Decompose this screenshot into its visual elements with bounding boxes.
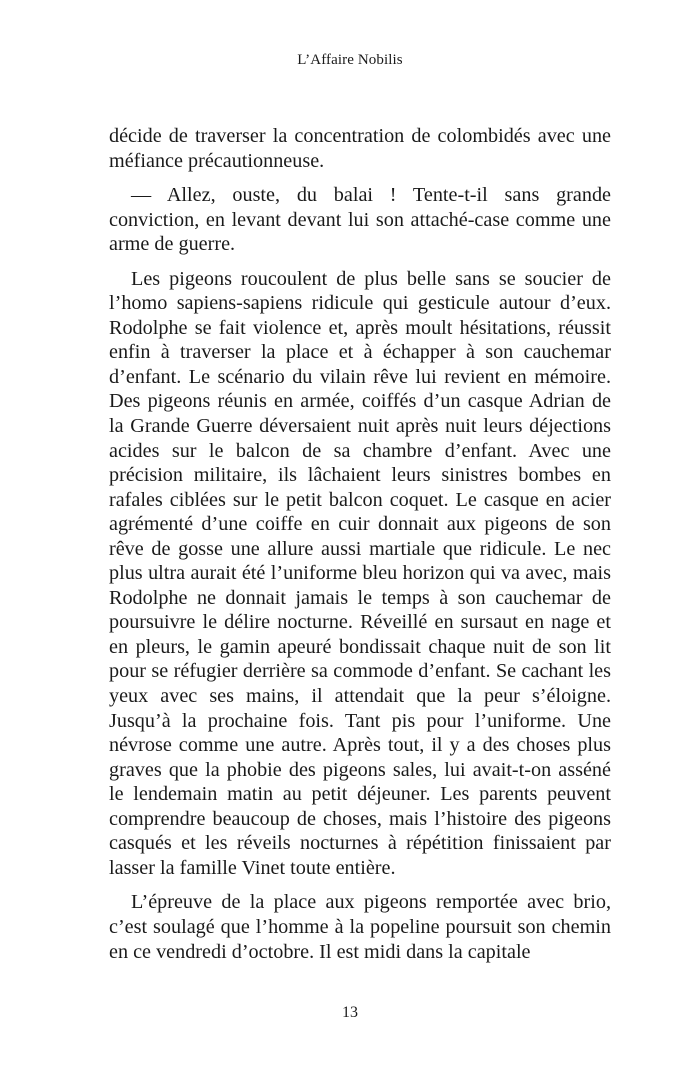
paragraph-pigeons: Les pigeons roucoulent de plus belle sans se soucier de l’homo sapiens-sapiens ridicule qui gesticule autour d’eux. Rodolphe se fait violence et, après moult hésitations, réussit enfin à traverser la place et à échapper à son cauchemar d’enfant. Le scénario du vilain rêve lui revient en mémoire. Des pigeons réunis en armée, coiffés d’un casque Adrian de la Grande Guerre déversaient nuit après nuit leurs déjections acides sur le balcon de sa chambre d’enfant. Avec une précision militaire, ils lâchaient leurs sinistres bombes en rafales ciblées sur le petit balcon coquet. Le casque en acier agrémenté d’une coiffe en cuir donnait aux pigeons de son rêve de gosse une allure aussi martiale que ridicule. Le nec plus ultra aurait été l’uniforme bleu horizon qui va avec, mais Rodolphe ne donnait jamais le temps à son cauchemar de poursuivre le délire nocturne. Réveillé en sursaut en nage et en pleurs, le gamin apeuré bondissait chaque nuit de son lit pour se réfugier derrière sa commode d’enfant. Se cachant les yeux avec ses mains, il attendait que la peur s’éloigne. Jusqu’à la prochaine fois. Tant pis pour l’uniforme. Une névrose comme une autre. Après tout, il y a des choses plus graves que la phobie des pigeons sales, lui avait-t-on asséné le lendemain matin au petit déjeuner. Les parents peuvent comprendre beaucoup de choses, mais l’histoire des pigeons casqués et les réveils nocturnes à répétition finissaient par lasser la famille Vinet toute entière. — [109, 267, 611, 879]
paragraph-dialogue: — Allez, ouste, du balai ! Tente-t-il sans grande conviction, en levant devant lui son attaché-case comme une arme de guerre. — [109, 184, 611, 256]
running-head: L’Affaire Nobilis — [297, 52, 403, 68]
paragraph-continuation: décide de traverser la concentration de colombidés avec une méfiance précautionneuse. — [109, 125, 611, 172]
body-text — [109, 124, 611, 964]
page-number: 13 — [342, 1004, 358, 1021]
paragraph-epreuve: L’épreuve de la place aux pigeons remportée avec brio, c’est soulagé que l’homme à la popeline poursuit son chemin en ce vendredi d’octobre. Il est midi dans la capitale — [109, 891, 611, 963]
